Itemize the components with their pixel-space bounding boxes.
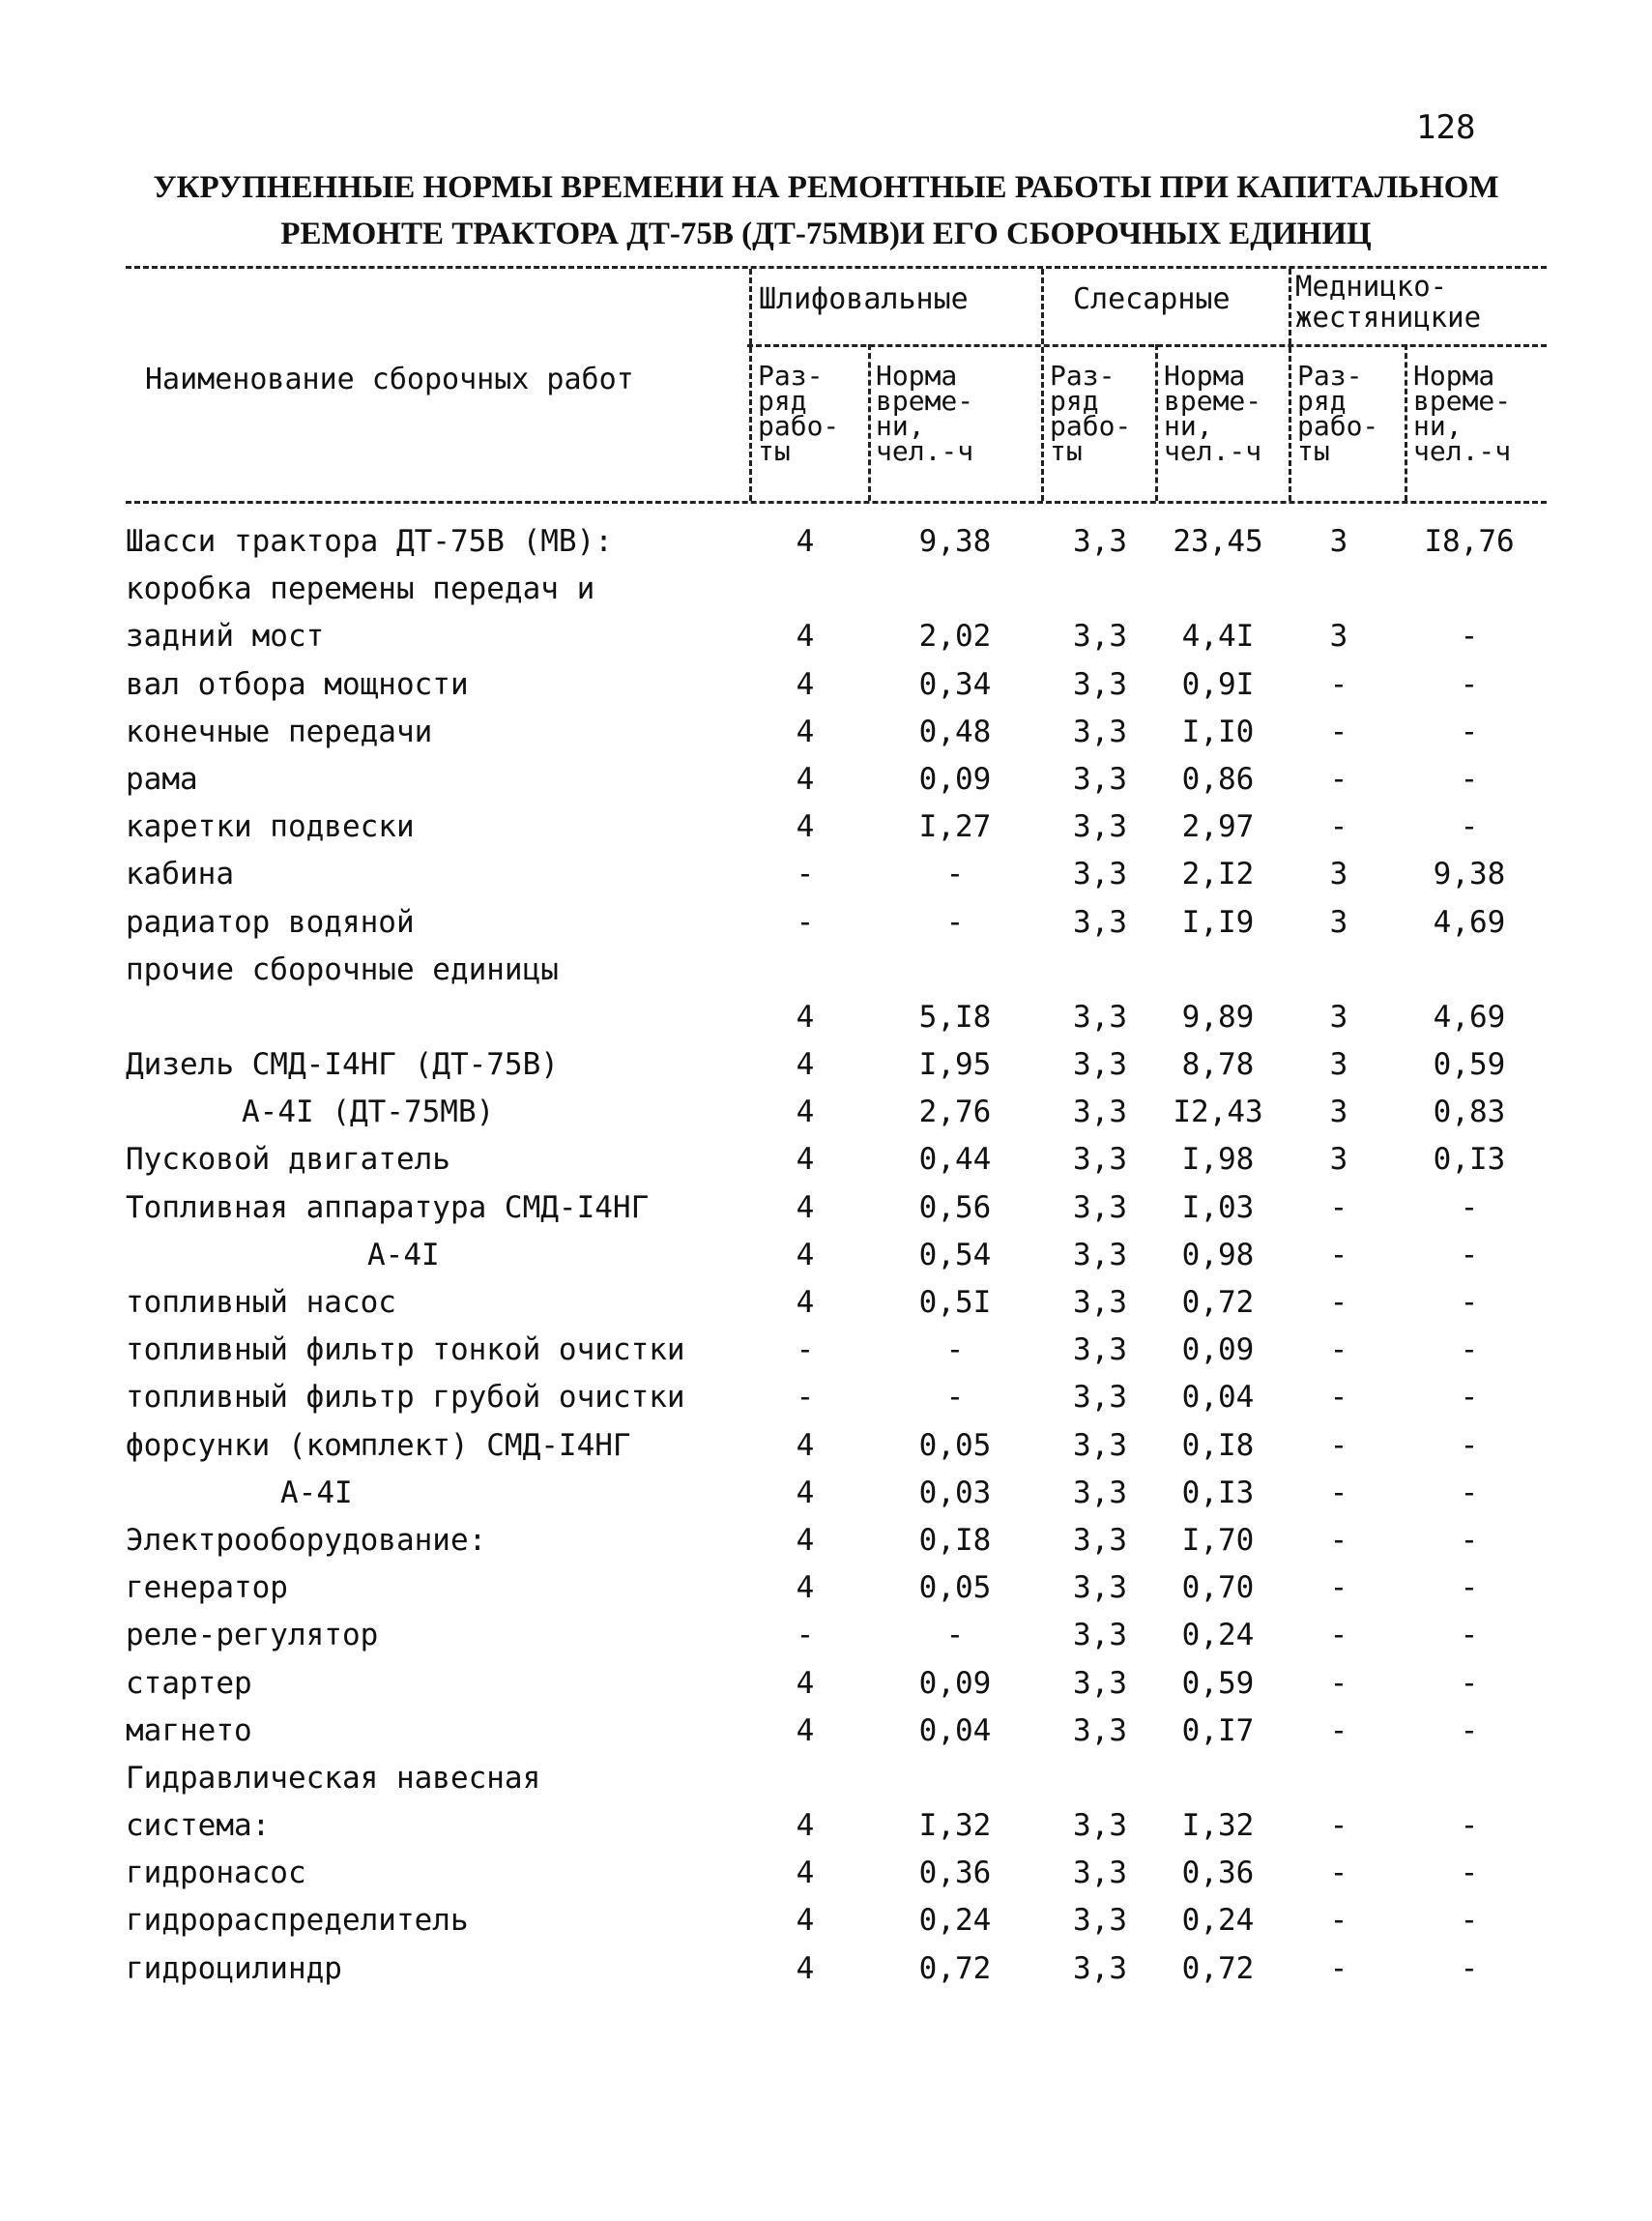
cell-locksmith-norm: 0,72 xyxy=(1181,1950,1255,1986)
cell-locksmith-norm: 23,45 xyxy=(1173,524,1263,559)
table-row xyxy=(0,1802,1652,1850)
cell-row-name: магнето xyxy=(126,1712,252,1748)
cell-grinding-grade: 4 xyxy=(796,714,815,749)
cell-row-name: Гидравлическая навесная xyxy=(126,1760,541,1796)
sub-header-grade-3: Раз- ряд рабо- ты xyxy=(1297,360,1379,467)
cell-coppersmith-norm: - xyxy=(1460,1570,1479,1606)
cell-grinding-norm: 0,04 xyxy=(918,1712,992,1748)
cell-locksmith-norm: 0,24 xyxy=(1181,1618,1255,1653)
sub-header-norm-2: Норма време- ни, чел.-ч xyxy=(1164,360,1262,467)
cell-coppersmith-grade: - xyxy=(1329,809,1348,845)
cell-coppersmith-norm: 4,69 xyxy=(1433,999,1506,1035)
table-row xyxy=(0,994,1652,1041)
table-row xyxy=(0,1136,1652,1184)
table-row xyxy=(0,709,1652,756)
table-row xyxy=(0,1945,1652,1993)
cell-grinding-grade: 4 xyxy=(796,1095,815,1130)
cell-row-name: гидронасос xyxy=(126,1856,306,1891)
cell-locksmith-grade: 3,3 xyxy=(1073,524,1127,559)
cell-grinding-norm: I,32 xyxy=(918,1808,992,1844)
cell-locksmith-grade: 3,3 xyxy=(1073,1712,1127,1748)
document-title xyxy=(0,164,1652,257)
cell-coppersmith-grade: - xyxy=(1329,1856,1348,1891)
cell-locksmith-norm: 8,78 xyxy=(1181,1047,1255,1083)
table-row xyxy=(0,1279,1652,1327)
cell-coppersmith-norm: 0,59 xyxy=(1433,1047,1506,1083)
table-row xyxy=(0,1374,1652,1421)
cell-grinding-norm: 0,09 xyxy=(918,1665,992,1701)
cell-locksmith-norm: 0,59 xyxy=(1181,1665,1255,1701)
cell-locksmith-grade: 3,3 xyxy=(1073,1522,1127,1558)
cell-grinding-grade: 4 xyxy=(796,1427,815,1463)
cell-grinding-grade: 4 xyxy=(796,1285,815,1320)
cell-coppersmith-norm: 0,I3 xyxy=(1433,1142,1506,1178)
cell-coppersmith-grade: - xyxy=(1329,1285,1348,1320)
cell-grinding-grade: - xyxy=(796,904,815,940)
cell-coppersmith-norm: - xyxy=(1460,1618,1479,1653)
cell-grinding-norm: 0,5I xyxy=(918,1285,992,1320)
cell-coppersmith-grade: - xyxy=(1329,666,1348,702)
cell-locksmith-norm: 2,97 xyxy=(1181,809,1255,845)
header-col-sep-6 xyxy=(1405,344,1407,501)
cell-coppersmith-grade: 3 xyxy=(1329,904,1348,940)
cell-grinding-grade: 4 xyxy=(796,1665,815,1701)
cell-coppersmith-grade: - xyxy=(1329,1237,1348,1272)
table-row xyxy=(0,1517,1652,1564)
cell-locksmith-norm: 0,98 xyxy=(1181,1237,1255,1272)
cell-locksmith-norm: 0,70 xyxy=(1181,1570,1255,1606)
header-top-rule xyxy=(126,266,1547,269)
cell-coppersmith-norm: 9,38 xyxy=(1433,857,1506,892)
header-col-sep-3 xyxy=(1041,269,1044,501)
cell-coppersmith-norm: - xyxy=(1460,1237,1479,1272)
cell-locksmith-norm: I,I9 xyxy=(1181,904,1255,940)
cell-locksmith-grade: 3,3 xyxy=(1073,1142,1127,1178)
cell-locksmith-grade: 3,3 xyxy=(1073,1903,1127,1939)
cell-grinding-grade: - xyxy=(796,857,815,892)
cell-grinding-grade: 4 xyxy=(796,1475,815,1510)
cell-grinding-grade: 4 xyxy=(796,1950,815,1986)
table-row xyxy=(0,1327,1652,1374)
table-row xyxy=(0,1755,1652,1802)
cell-grinding-grade: 4 xyxy=(796,1903,815,1939)
cell-locksmith-grade: 3,3 xyxy=(1073,1665,1127,1701)
sub-header-grade-1: Раз- ряд рабо- ты xyxy=(758,360,840,467)
cell-coppersmith-grade: 3 xyxy=(1329,619,1348,655)
cell-grinding-norm: 0,I8 xyxy=(918,1522,992,1558)
cell-coppersmith-grade: - xyxy=(1329,1332,1348,1368)
table-row xyxy=(0,661,1652,709)
cell-grinding-norm: 0,24 xyxy=(918,1903,992,1939)
title-line-2: РЕМОНТЕ ТРАКТОРА ДТ-75В (ДТ-75МВ)И ЕГО СБОРОЧНЫХ ЕДИНИЦ xyxy=(280,217,1372,251)
cell-coppersmith-norm: - xyxy=(1460,1427,1479,1463)
cell-row-name: вал отбора мощности xyxy=(126,666,469,702)
cell-row-name: рама xyxy=(126,761,198,797)
cell-locksmith-norm: I,98 xyxy=(1181,1142,1255,1178)
cell-locksmith-grade: 3,3 xyxy=(1073,1950,1127,1986)
cell-locksmith-grade: 3,3 xyxy=(1073,1095,1127,1130)
table-row xyxy=(0,1470,1652,1517)
cell-coppersmith-grade: - xyxy=(1329,1475,1348,1510)
cell-grinding-grade: - xyxy=(796,1332,815,1368)
cell-row-name: реле-регулятор xyxy=(126,1618,379,1653)
header-col-sep-1 xyxy=(749,269,752,501)
cell-grinding-grade: 4 xyxy=(796,1237,815,1272)
cell-locksmith-grade: 3,3 xyxy=(1073,1237,1127,1272)
cell-row-name: Пусковой двигатель xyxy=(126,1142,450,1178)
cell-grinding-norm: - xyxy=(945,1618,965,1653)
cell-coppersmith-norm: - xyxy=(1460,619,1479,655)
cell-locksmith-norm: I,32 xyxy=(1181,1808,1255,1844)
cell-locksmith-norm: I,03 xyxy=(1181,1189,1255,1225)
cell-row-name: Топливная аппаратура СМД-I4НГ xyxy=(126,1189,650,1225)
cell-grinding-grade: 4 xyxy=(796,809,815,845)
cell-coppersmith-norm: - xyxy=(1460,666,1479,702)
cell-grinding-grade: 4 xyxy=(796,524,815,559)
cell-locksmith-grade: 3,3 xyxy=(1073,999,1127,1035)
table-row xyxy=(0,851,1652,898)
cell-coppersmith-norm: - xyxy=(1460,1285,1479,1320)
cell-coppersmith-grade: 3 xyxy=(1329,1142,1348,1178)
cell-coppersmith-grade: - xyxy=(1329,1665,1348,1701)
cell-grinding-norm: 0,56 xyxy=(918,1189,992,1225)
cell-locksmith-grade: 3,3 xyxy=(1073,904,1127,940)
cell-grinding-norm: - xyxy=(945,857,965,892)
table-row xyxy=(0,1612,1652,1659)
cell-grinding-norm: 2,02 xyxy=(918,619,992,655)
cell-locksmith-grade: 3,3 xyxy=(1073,1475,1127,1510)
cell-locksmith-grade: 3,3 xyxy=(1073,1427,1127,1463)
cell-coppersmith-norm: - xyxy=(1460,1712,1479,1748)
cell-locksmith-grade: 3,3 xyxy=(1073,809,1127,845)
cell-coppersmith-grade: 3 xyxy=(1329,857,1348,892)
cell-coppersmith-norm: 4,69 xyxy=(1433,904,1506,940)
cell-locksmith-grade: 3,3 xyxy=(1073,1285,1127,1320)
cell-row-name: А-4I (ДТ-75МВ) xyxy=(242,1095,495,1130)
cell-locksmith-norm: 0,86 xyxy=(1181,761,1255,797)
cell-locksmith-norm: 0,24 xyxy=(1181,1903,1255,1939)
cell-grinding-grade: 4 xyxy=(796,761,815,797)
cell-locksmith-grade: 3,3 xyxy=(1073,1856,1127,1891)
cell-coppersmith-grade: - xyxy=(1329,1427,1348,1463)
cell-locksmith-grade: 3,3 xyxy=(1073,1618,1127,1653)
cell-grinding-grade: 4 xyxy=(796,1712,815,1748)
cell-row-name: каретки подвески xyxy=(126,809,415,845)
cell-row-name: генератор xyxy=(126,1570,288,1606)
table-row xyxy=(0,1897,1652,1944)
cell-row-name: Дизель СМД-I4НГ (ДТ-75В) xyxy=(126,1047,559,1083)
table-row xyxy=(0,1184,1652,1232)
cell-locksmith-grade: 3,3 xyxy=(1073,1047,1127,1083)
group-header-coppersmith: Медницко- жестяницкие xyxy=(1295,270,1482,334)
cell-locksmith-grade: 3,3 xyxy=(1073,1332,1127,1368)
cell-row-name: гидроцилиндр xyxy=(126,1950,342,1986)
cell-locksmith-grade: 3,3 xyxy=(1073,619,1127,655)
cell-locksmith-norm: 0,I7 xyxy=(1181,1712,1255,1748)
cell-grinding-norm: 0,48 xyxy=(918,714,992,749)
cell-locksmith-norm: 4,4I xyxy=(1181,619,1255,655)
table-row xyxy=(0,804,1652,851)
cell-grinding-norm: I,27 xyxy=(918,809,992,845)
cell-grinding-grade: 4 xyxy=(796,1570,815,1606)
table-row xyxy=(0,1422,1652,1470)
table-row xyxy=(0,947,1652,994)
cell-coppersmith-grade: - xyxy=(1329,1380,1348,1416)
cell-grinding-norm: 9,38 xyxy=(918,524,992,559)
cell-locksmith-grade: 3,3 xyxy=(1073,1189,1127,1225)
cell-grinding-norm: 0,34 xyxy=(918,666,992,702)
cell-coppersmith-grade: - xyxy=(1329,1522,1348,1558)
cell-locksmith-norm: I,I0 xyxy=(1181,714,1255,749)
page-number: 128 xyxy=(1416,108,1476,147)
cell-coppersmith-grade: 3 xyxy=(1329,1095,1348,1130)
table-row xyxy=(0,518,1652,566)
cell-coppersmith-grade: - xyxy=(1329,761,1348,797)
cell-coppersmith-norm: - xyxy=(1460,1665,1479,1701)
cell-locksmith-norm: I,70 xyxy=(1181,1522,1255,1558)
table-row xyxy=(0,1660,1652,1708)
cell-grinding-norm: 2,76 xyxy=(918,1095,992,1130)
cell-coppersmith-norm: 0,83 xyxy=(1433,1095,1506,1130)
table-row xyxy=(0,1041,1652,1089)
header-col-sep-4 xyxy=(1155,344,1158,501)
cell-grinding-norm: 0,05 xyxy=(918,1570,992,1606)
cell-grinding-norm: - xyxy=(945,1380,965,1416)
cell-coppersmith-norm: I8,76 xyxy=(1424,524,1515,559)
cell-grinding-norm: 0,72 xyxy=(918,1950,992,1986)
cell-coppersmith-grade: 3 xyxy=(1329,1047,1348,1083)
cell-coppersmith-norm: - xyxy=(1460,1332,1479,1368)
cell-grinding-grade: 4 xyxy=(796,999,815,1035)
table-row xyxy=(0,756,1652,804)
cell-row-name: топливный фильтр тонкой очистки xyxy=(126,1332,685,1368)
cell-locksmith-norm: 0,I3 xyxy=(1181,1475,1255,1510)
cell-grinding-grade: - xyxy=(796,1618,815,1653)
cell-coppersmith-norm: - xyxy=(1460,1903,1479,1939)
cell-grinding-norm: 0,03 xyxy=(918,1475,992,1510)
cell-row-name: кабина xyxy=(126,857,234,892)
cell-coppersmith-grade: - xyxy=(1329,1570,1348,1606)
cell-coppersmith-grade: - xyxy=(1329,1808,1348,1844)
cell-grinding-grade: 4 xyxy=(796,1142,815,1178)
cell-coppersmith-norm: - xyxy=(1460,809,1479,845)
cell-coppersmith-norm: - xyxy=(1460,1856,1479,1891)
cell-grinding-norm: 0,36 xyxy=(918,1856,992,1891)
cell-grinding-grade: 4 xyxy=(796,1856,815,1891)
cell-coppersmith-norm: - xyxy=(1460,1380,1479,1416)
cell-locksmith-grade: 3,3 xyxy=(1073,714,1127,749)
cell-grinding-norm: 0,05 xyxy=(918,1427,992,1463)
table-body xyxy=(0,518,1652,1993)
header-bottom-rule xyxy=(126,501,1547,504)
cell-locksmith-norm: I2,43 xyxy=(1173,1095,1263,1130)
cell-grinding-grade: 4 xyxy=(796,1189,815,1225)
cell-locksmith-norm: 0,04 xyxy=(1181,1380,1255,1416)
cell-coppersmith-norm: - xyxy=(1460,1808,1479,1844)
cell-row-name: конечные передачи xyxy=(126,714,433,749)
cell-locksmith-norm: 0,I8 xyxy=(1181,1427,1255,1463)
cell-coppersmith-grade: - xyxy=(1329,1618,1348,1653)
cell-grinding-grade: 4 xyxy=(796,1808,815,1844)
cell-locksmith-grade: 3,3 xyxy=(1073,761,1127,797)
cell-locksmith-norm: 0,9I xyxy=(1181,666,1255,702)
group-header-grinding: Шлифовальные xyxy=(759,282,969,316)
cell-coppersmith-grade: - xyxy=(1329,1189,1348,1225)
table-row xyxy=(0,1708,1652,1755)
table-row xyxy=(0,613,1652,660)
cell-grinding-grade: 4 xyxy=(796,1047,815,1083)
sub-header-norm-3: Норма време- ни, чел.-ч xyxy=(1413,360,1512,467)
cell-grinding-grade: - xyxy=(796,1380,815,1416)
cell-locksmith-norm: 9,89 xyxy=(1181,999,1255,1035)
cell-locksmith-norm: 0,72 xyxy=(1181,1285,1255,1320)
cell-grinding-norm: - xyxy=(945,1332,965,1368)
cell-coppersmith-norm: - xyxy=(1460,1522,1479,1558)
cell-locksmith-grade: 3,3 xyxy=(1073,1380,1127,1416)
table-row xyxy=(0,1564,1652,1612)
cell-row-name: система: xyxy=(126,1808,271,1844)
cell-grinding-norm: - xyxy=(945,904,965,940)
sub-header-norm-1: Норма време- ни, чел.-ч xyxy=(876,360,974,467)
cell-row-name: радиатор водяной xyxy=(126,904,415,940)
cell-grinding-norm: I,95 xyxy=(918,1047,992,1083)
cell-row-name: Шасси трактора ДТ-75В (МВ): xyxy=(126,524,613,559)
cell-row-name: гидрораспределитель xyxy=(126,1903,469,1939)
cell-coppersmith-norm: - xyxy=(1460,1950,1479,1986)
cell-coppersmith-grade: - xyxy=(1329,1903,1348,1939)
header-col-sep-5 xyxy=(1289,269,1291,501)
cell-row-name: задний мост xyxy=(126,619,325,655)
cell-row-name: топливный фильтр грубой очистки xyxy=(126,1380,685,1416)
cell-row-name: форсунки (комплект) СМД-I4НГ xyxy=(126,1427,631,1463)
cell-coppersmith-grade: 3 xyxy=(1329,524,1348,559)
name-column-header: Наименование сборочных работ xyxy=(145,363,634,396)
cell-coppersmith-grade: - xyxy=(1329,1950,1348,1986)
cell-grinding-grade: 4 xyxy=(796,666,815,702)
table-row xyxy=(0,1089,1652,1136)
cell-coppersmith-norm: - xyxy=(1460,1475,1479,1510)
table-row xyxy=(0,1232,1652,1279)
cell-row-name: стартер xyxy=(126,1665,252,1701)
cell-row-name: А-4I xyxy=(367,1237,440,1272)
group-header-locksmith: Слесарные xyxy=(1073,282,1231,316)
header-col-sep-2 xyxy=(868,344,871,501)
cell-locksmith-grade: 3,3 xyxy=(1073,666,1127,702)
cell-row-name: коробка перемены передач и xyxy=(126,571,595,607)
cell-locksmith-grade: 3,3 xyxy=(1073,857,1127,892)
cell-grinding-norm: 0,54 xyxy=(918,1237,992,1272)
cell-row-name: прочие сборочные единицы xyxy=(126,951,559,987)
cell-grinding-norm: 0,09 xyxy=(918,761,992,797)
table-row xyxy=(0,1850,1652,1897)
cell-locksmith-grade: 3,3 xyxy=(1073,1808,1127,1844)
table-row xyxy=(0,566,1652,613)
cell-locksmith-norm: 0,36 xyxy=(1181,1856,1255,1891)
table-row xyxy=(0,899,1652,947)
title-line-1: УКРУПНЕННЫЕ НОРМЫ ВРЕМЕНИ НА РЕМОНТНЫЕ РАБОТЫ ПРИ КАПИТАЛЬНОМ xyxy=(153,170,1499,205)
cell-coppersmith-norm: - xyxy=(1460,714,1479,749)
cell-row-name: Электрооборудование: xyxy=(126,1522,487,1558)
cell-coppersmith-norm: - xyxy=(1460,761,1479,797)
cell-grinding-norm: 0,44 xyxy=(918,1142,992,1178)
cell-locksmith-grade: 3,3 xyxy=(1073,1570,1127,1606)
cell-row-name: топливный насос xyxy=(126,1285,396,1320)
sub-header-grade-2: Раз- ряд рабо- ты xyxy=(1050,360,1132,467)
cell-grinding-grade: 4 xyxy=(796,619,815,655)
cell-locksmith-norm: 0,09 xyxy=(1181,1332,1255,1368)
cell-grinding-norm: 5,I8 xyxy=(918,999,992,1035)
cell-grinding-grade: 4 xyxy=(796,1522,815,1558)
cell-locksmith-norm: 2,I2 xyxy=(1181,857,1255,892)
cell-coppersmith-grade: - xyxy=(1329,714,1348,749)
cell-coppersmith-norm: - xyxy=(1460,1189,1479,1225)
cell-coppersmith-grade: 3 xyxy=(1329,999,1348,1035)
cell-coppersmith-grade: - xyxy=(1329,1712,1348,1748)
cell-row-name: А-4I xyxy=(280,1475,353,1510)
